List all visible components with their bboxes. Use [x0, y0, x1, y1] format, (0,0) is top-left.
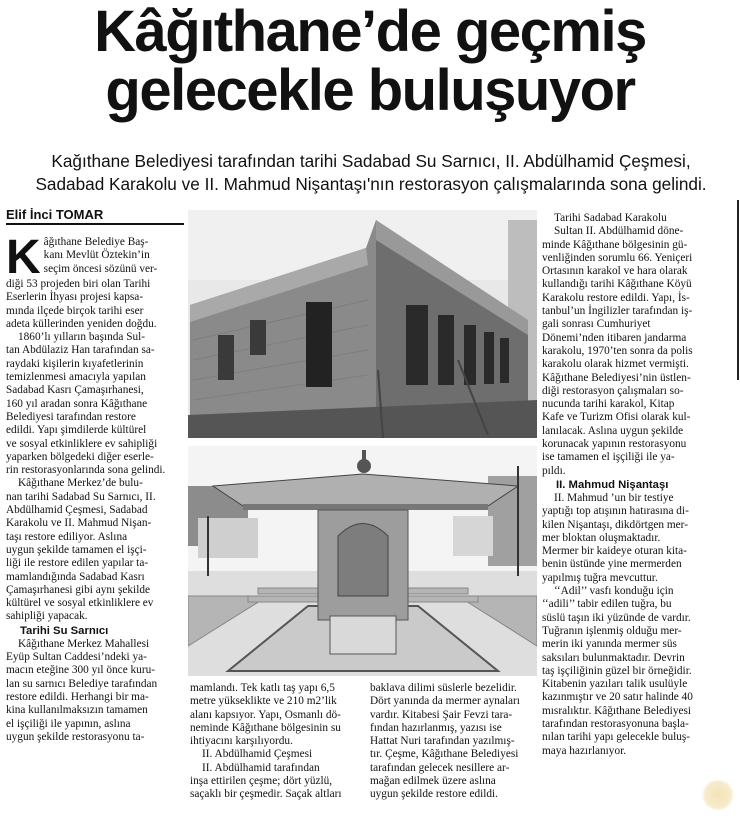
text-line: ‘‘adili’’ tabir edilen tuğra, bu — [542, 598, 672, 611]
subheadline-line-2: Sadabad Karakolu ve II. Mahmud Nişantaşı'nın restorasyon çalışmalarında sona gelindi. — [35, 174, 707, 194]
section-heading-obelisk: II. Mahmud Nişantaşı — [556, 478, 669, 491]
text-line: maya hazırlanıyor. — [542, 744, 627, 757]
text-line: yaptığı top atışının hatırasına di- — [542, 505, 689, 518]
text-line: tanbul’un İngilizler tarafından iş- — [542, 305, 693, 318]
author-byline: Elif İnci TOMAR — [6, 206, 184, 225]
text-line: kanı Mevlüt Öztekin’in — [43, 249, 150, 262]
text-line: mısralıktır. Kâğıthane Belediyesi — [542, 704, 692, 717]
text-line: rin restorasyonlarında sona gelindi. — [6, 464, 166, 477]
text-line: nucunda tarihi karakol, Kitap — [542, 398, 675, 411]
subheadline — [6, 150, 736, 196]
text-line: Tuğranın işlenmiş olduğu mer- — [542, 624, 682, 637]
watermark-stamp — [700, 780, 736, 810]
text-line: neminde Kâğıthane bölgesinin su — [190, 721, 341, 734]
text-line: inşa ettirilen çeşme; dört yüzlü, — [190, 775, 333, 788]
text-line: mamlandığında Sadabad Kasrı — [6, 570, 145, 583]
text-line: korunacak yapının restorasyonu — [542, 438, 687, 451]
text-line: raydaki kişilerin kıyafetlerinin — [6, 357, 144, 370]
text-line: Kâğıthane Merkez Mahallesi — [18, 637, 150, 650]
text-line: temizlenmesi amacıyla yapılan — [6, 371, 146, 384]
text-line: el işçiliği ile yapının, aslına — [6, 717, 131, 730]
text-line: taş işçiliğinin güzel bir örneğidir. — [542, 664, 692, 677]
text-line: Hattat Nuri tarafından yazılmış- — [370, 735, 515, 748]
text-line: Eserlerin İhyası projesi kapsa- — [6, 291, 144, 304]
text-line: alanı kapsıyor. Yapı, Osmanlı dö- — [190, 708, 341, 721]
text-line: kilen Nişantaşı, dikdörtgen mer- — [542, 518, 688, 531]
headline-line-1: Kâğıthane’de geçmiş — [94, 0, 646, 64]
text-line: II. Abdülhamid tarafından — [202, 761, 320, 774]
article-column-1 — [6, 231, 186, 744]
text-line: uygun şekilde restore edildi. — [370, 788, 499, 801]
text-line: minde Kâğıthane bölgesinin gü- — [542, 238, 688, 251]
text-line: süslü taşın iki yüzünde de vardır. — [542, 611, 691, 624]
headline-line-2: gelecekle buluşuyor — [105, 58, 635, 123]
text-line: lan su sarnıcı Belediye tarafından — [6, 677, 158, 690]
text-line: metre yükseklikte ve 210 m2’lik — [190, 695, 337, 708]
text-line: fından hazırlanmış, yazısı ise — [370, 721, 502, 734]
text-line: seçim öncesi sözünü ver- — [43, 262, 158, 275]
text-line: yaparken bölgedeki diğer eserle- — [6, 450, 154, 463]
text-line: yapılmış tuğra mevcuttur. — [542, 571, 658, 584]
text-line: Dört yanında da mermer aynaları — [370, 695, 520, 708]
article-column-2 — [190, 682, 366, 802]
photo-stone-building — [188, 210, 537, 438]
text-line: nılan tarihi yapı gelecekle buluş- — [542, 731, 691, 744]
text-line: diği restorasyon çalışmaları so- — [542, 384, 684, 397]
text-line: uygun şekilde tamamen el işçi- — [6, 543, 147, 556]
text-line: mında ilçede birçok tarihi eser — [6, 304, 144, 317]
text-line: ise tamamen el işçiliği ile ya- — [542, 451, 675, 464]
text-line: nan tarihi Sadabad Su Sarnıcı, II. — [6, 490, 156, 503]
text-line: vardır. Kitabesi Şair Fevzi tara- — [370, 708, 513, 721]
text-line: karakolu, 1970’ten sonra da polis — [542, 344, 693, 357]
fountain-image — [188, 446, 537, 676]
text-line: Kâğıthane Merkez’de bulu- — [18, 477, 143, 490]
text-line: saksıları bulunmaktadır. Devrin — [542, 651, 685, 664]
text-line: macın eteğine 300 yıl önce kuru- — [6, 664, 156, 677]
drop-cap: K — [6, 231, 41, 284]
text-line: taşı restore ediliyor. Aslına — [6, 530, 128, 543]
text-line: sahipliği yapacak. — [6, 610, 88, 623]
stone-building-image — [188, 210, 537, 438]
photo-fountain — [188, 446, 537, 676]
text-line: Karakolu restore edildi. Yapı, İs- — [542, 291, 690, 304]
text-line: 1860’lı yılların başında Sul- — [18, 331, 146, 344]
text-line: mer bloktan oluşmaktadır. — [542, 531, 661, 544]
text-line: restore edildi. Herhangi bir ma- — [6, 690, 149, 703]
text-line: merin iki yanında mermer süs — [542, 638, 677, 651]
text-line: Kitabenin yazıları talik usulüyle — [542, 678, 688, 691]
text-line: mamlandı. Tek katlı taş yapı 6,5 — [190, 682, 335, 694]
text-line: karakolu olarak hizmet vermişti. — [542, 358, 689, 371]
text-line: tarafından restorasyonuna başla- — [542, 717, 689, 730]
text-line: Eyüp Sultan Caddesi’ndeki ya- — [6, 651, 147, 664]
text-line: Kafe ve Turizm Ofisi olarak kul- — [542, 411, 691, 424]
text-line: pıldı. — [542, 464, 566, 477]
text-line: kazınmıştır ve 20 satır halinde 40 — [542, 691, 693, 704]
text-line: ‘‘Adil’’ vasfı konduğu için — [554, 585, 674, 598]
text-line: kina kullanılmaksızın tamamen — [6, 704, 148, 717]
text-line: Dönemi’nden itibaren jandarma — [542, 331, 687, 344]
text-line: edildi. Yapı şimdilerde kültürel — [6, 424, 147, 437]
text-line: âğıthane Belediye Baş- — [43, 236, 149, 248]
text-line: gali sonrası Cumhuriyet — [542, 318, 651, 331]
article-column-3 — [370, 682, 536, 802]
section-heading-cistern: Tarihi Su Sarnıcı — [20, 624, 109, 637]
text-line: II. Mahmud ’un bir testiye — [554, 491, 674, 504]
text-line: liği ile restore edilen yapılar ta- — [6, 557, 149, 570]
article-column-4 — [542, 212, 738, 758]
text-line: uygun şekilde restorasyonu ta- — [6, 730, 145, 743]
text-line: Abdülhamid Çeşmesi, Sadabad — [6, 504, 148, 517]
text-line: baklava dilimi süslerle bezelidir. — [370, 682, 517, 694]
text-line: mağan edilmek üzere aslına — [370, 775, 496, 788]
text-line: Karakolu ve II. Mahmud Nişan- — [6, 517, 152, 530]
text-line: tır. Çeşme, Kâğıthane Belediyesi — [370, 748, 519, 761]
text-line: Sultan II. Abdülhamid döne- — [554, 225, 684, 238]
text-line: ihtiyacını karşılıyordu. — [190, 735, 293, 748]
subheadline-line-1: Kağıthane Belediyesi tarafından tarihi Sadabad Su Sarnıcı, II. Abdülhamid Çeşmesi, — [51, 151, 691, 171]
text-line: saçaklı bir çeşmedir. Saçak altları — [190, 788, 342, 801]
text-line: 160 yıl aradan sonra Kâğıthane — [6, 397, 148, 410]
headline — [0, 0, 740, 123]
section-heading-police-station: Tarihi Sadabad Karakolu — [554, 212, 667, 224]
text-line: ve sosyal etkinliklere ev sahipliği — [6, 437, 158, 450]
text-line: lanılacak. Aslına uygun şekilde — [542, 424, 684, 437]
text-line: Ortasının karakol ve hara olarak — [542, 265, 688, 278]
text-line: Mermer bir kaideye oturan kita- — [542, 545, 687, 558]
text-line: adeta küllerinden yeniden doğdu. — [6, 317, 157, 330]
text-line: tarafından gelecek nesillere ar- — [370, 761, 510, 774]
text-line: Kâğıthane Belediyesi’nin üstlen- — [542, 371, 691, 384]
text-line: venliğinden sorumlu 66. Yeniçeri — [542, 251, 693, 264]
text-line: kullandığı tarihi Kâğıthane Köyü — [542, 278, 692, 291]
text-line: Çamaşırhanesi gibi aynı şekilde — [6, 583, 151, 596]
text-line: Sadabad Kasrı Çamaşırhanesi, — [6, 384, 144, 397]
text-line: benin üstünde yine mermerden — [542, 558, 682, 571]
section-heading-fountain: II. Abdülhamid Çeşmesi — [202, 748, 313, 761]
text-line: kültürel ve sosyal etkinliklere ev — [6, 597, 154, 610]
text-line: tan Abdülaziz Han tarafından sa- — [6, 344, 155, 357]
text-line: Belediyesi tarafından restore — [6, 410, 136, 423]
text-line: diği 53 projeden biri olan Tarihi — [6, 278, 151, 290]
